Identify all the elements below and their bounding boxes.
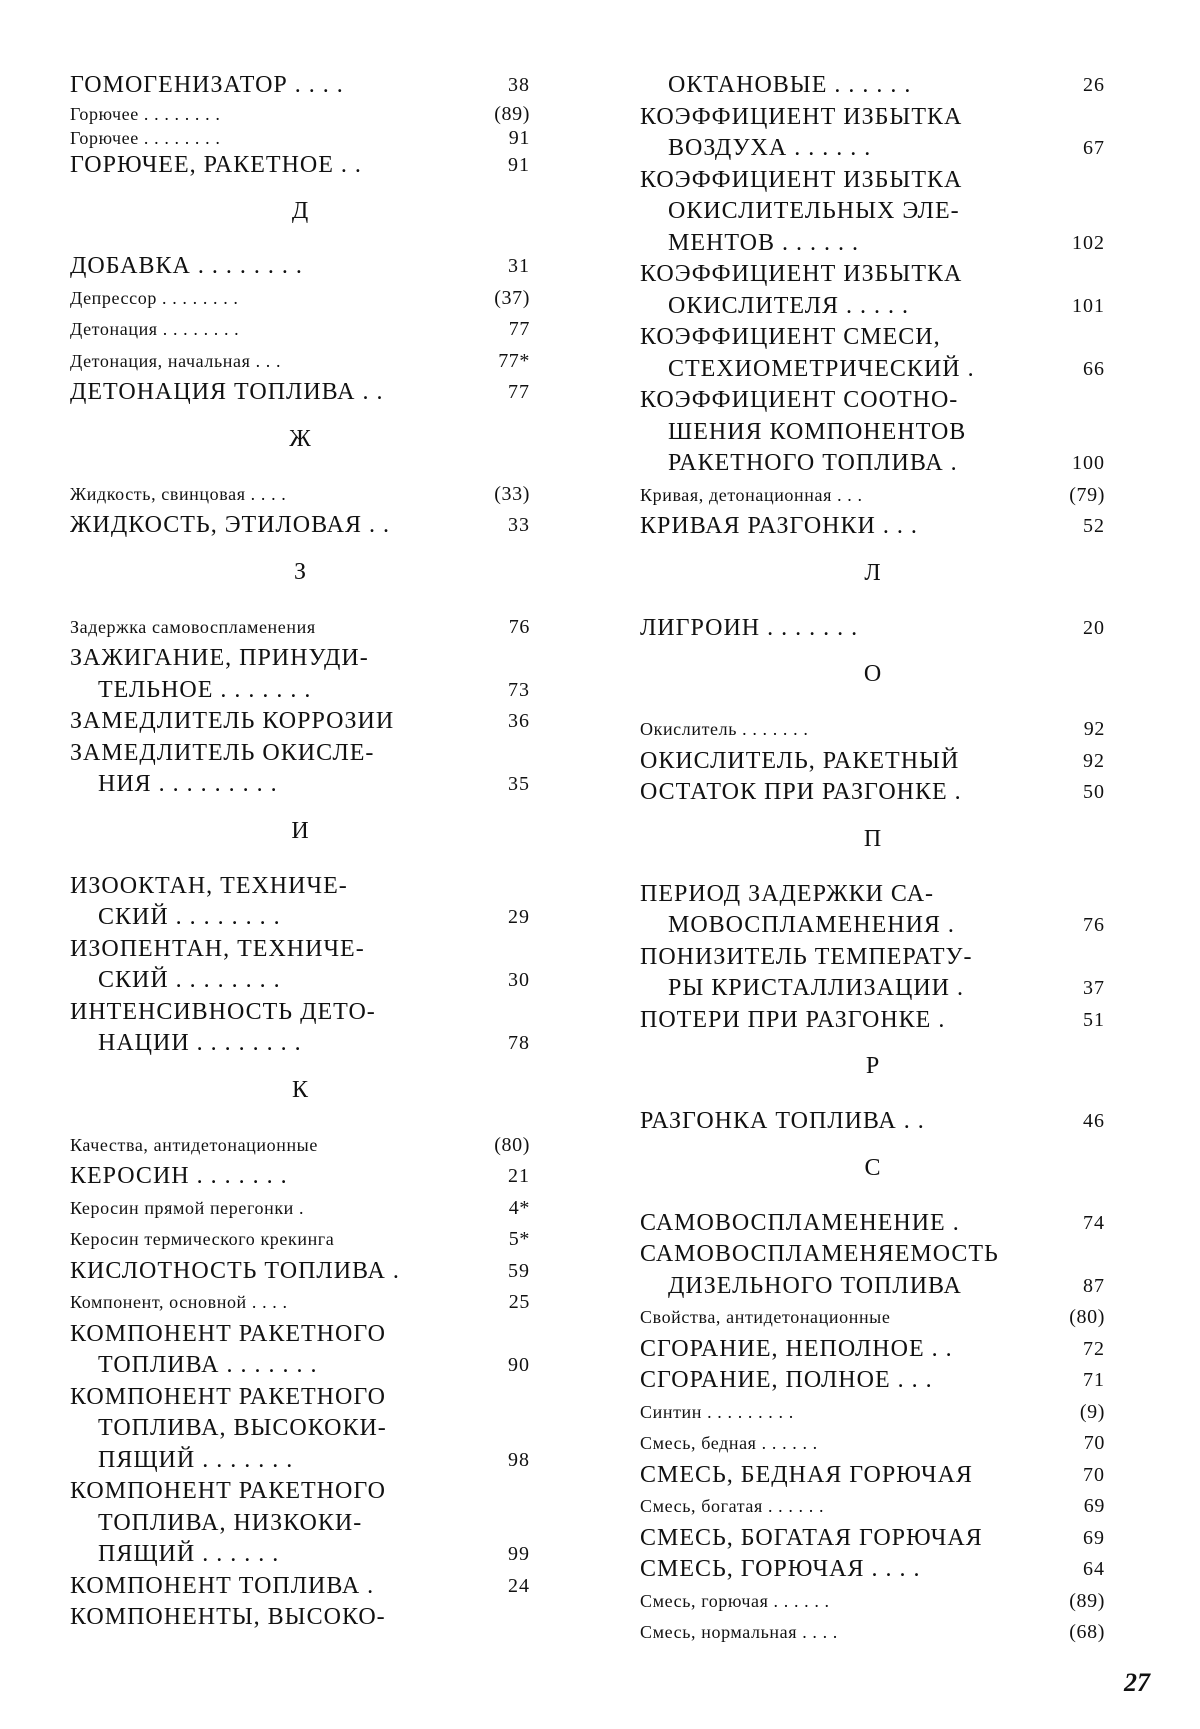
entry-page-ref: 70 bbox=[1083, 1463, 1105, 1486]
entry-page-ref: 4* bbox=[508, 1196, 530, 1219]
entry-term-line: Детонация, начальная . . . bbox=[70, 350, 282, 371]
entry-term-line: КОМПОНЕНТ РАКЕТНОГО bbox=[70, 1383, 386, 1410]
entry-term-line: Компонент, основной . . . . bbox=[70, 1292, 288, 1312]
section-letter: Л bbox=[864, 559, 881, 586]
index-entry bbox=[640, 1334, 1145, 1366]
entry-page-ref: 100 bbox=[1072, 452, 1105, 474]
index-entry bbox=[70, 1602, 570, 1634]
entry-term bbox=[70, 510, 460, 542]
entry-term-line: ОКИСЛИТЕЛЯ . . . . . bbox=[668, 292, 909, 319]
entry-term-line: МОВОСПЛАМЕНЕНИЯ . bbox=[668, 912, 955, 938]
index-entry bbox=[70, 1161, 570, 1193]
entry-page-ref: 29 bbox=[508, 906, 530, 928]
entry-term-line: НАЦИИ . . . . . . . . bbox=[98, 1030, 302, 1056]
entry-page-ref: 37 bbox=[1083, 977, 1105, 999]
entry-page-ref: 35 bbox=[508, 773, 530, 795]
entry-term bbox=[70, 1476, 460, 1571]
entry-term bbox=[640, 1554, 1020, 1586]
index-entry bbox=[640, 1106, 1145, 1138]
entry-term-line: ПЕРИОД ЗАДЕРЖКИ СА- bbox=[640, 880, 935, 907]
entry-page-ref: (79) bbox=[1069, 483, 1105, 506]
entry-term bbox=[640, 385, 1020, 480]
index-entry bbox=[70, 346, 570, 378]
index-entry bbox=[640, 613, 1145, 645]
entry-term-line: СКИЙ . . . . . . . . bbox=[98, 904, 281, 930]
entry-term bbox=[640, 511, 1020, 543]
entry-term-line: Свойства, антидетонационные bbox=[640, 1307, 891, 1327]
entry-term-line: ДИЗЕЛЬНОГО ТОПЛИВА bbox=[668, 1272, 962, 1299]
entry-term bbox=[70, 70, 460, 102]
index-entry bbox=[640, 165, 1145, 260]
index-entry bbox=[70, 871, 570, 934]
index-entry bbox=[70, 1256, 570, 1288]
entry-term bbox=[640, 746, 1020, 778]
index-entry bbox=[640, 942, 1145, 1005]
index-entry bbox=[640, 70, 1145, 102]
index-entry bbox=[640, 1617, 1145, 1649]
index-entry bbox=[640, 1208, 1145, 1240]
entry-term bbox=[70, 1193, 460, 1225]
entry-page-ref: 46 bbox=[1083, 1110, 1105, 1132]
section-letter: С bbox=[864, 1154, 881, 1181]
entry-term-line: КОМПОНЕНТЫ, ВЫСОКО- bbox=[70, 1604, 386, 1630]
entry-term-line: МЕНТОВ . . . . . . bbox=[668, 229, 860, 256]
entry-page-ref: (9) bbox=[1079, 1400, 1105, 1423]
index-column-right bbox=[640, 70, 1145, 1649]
index-entry bbox=[640, 1239, 1145, 1302]
entry-term bbox=[640, 777, 1020, 809]
entry-term bbox=[70, 102, 460, 126]
entry-page-ref: 69 bbox=[1083, 1526, 1105, 1549]
entry-term-line: КОМПОНЕНТ РАКЕТНОГО bbox=[70, 1478, 386, 1504]
entry-term-line: ОСТАТОК ПРИ РАЗГОНКЕ . bbox=[640, 779, 962, 805]
entry-term-line: ЗАМЕДЛИТЕЛЬ ОКИСЛЕ- bbox=[70, 739, 375, 766]
entry-term bbox=[70, 1256, 460, 1288]
index-entry bbox=[640, 1586, 1145, 1618]
entry-page-ref: 31 bbox=[508, 255, 530, 277]
entry-page-ref: 92 bbox=[1083, 718, 1105, 740]
index-entry bbox=[70, 612, 570, 644]
entry-term-line: КИСЛОТНОСТЬ ТОПЛИВА . bbox=[70, 1257, 400, 1284]
entry-term-line: ДЕТОНАЦИЯ ТОПЛИВА . . bbox=[70, 379, 384, 405]
entry-term-line: ШЕНИЯ КОМПОНЕНТОВ bbox=[668, 418, 967, 445]
section-letter: И bbox=[291, 817, 309, 844]
entry-term bbox=[70, 1130, 460, 1162]
entry-term-line: ИНТЕНСИВНОСТЬ ДЕТО- bbox=[70, 998, 376, 1025]
entry-term bbox=[70, 314, 460, 346]
entry-term-line: КЕРОСИН . . . . . . . bbox=[70, 1163, 288, 1189]
section-letter: З bbox=[293, 558, 307, 585]
entry-term-line: ИЗООКТАН, ТЕХНИЧЕ- bbox=[70, 872, 348, 899]
entry-term-line: ВОЗДУХА . . . . . . bbox=[668, 135, 872, 161]
entry-term-line: Смесь, нормальная . . . . bbox=[640, 1622, 838, 1642]
entry-term bbox=[70, 1571, 460, 1603]
index-entry bbox=[70, 997, 570, 1060]
index-entry bbox=[70, 1476, 570, 1571]
entry-term-line: СТЕХИОМЕТРИЧЕСКИЙ . bbox=[668, 355, 975, 382]
index-entry bbox=[70, 643, 570, 706]
entry-term-line: КОЭФФИЦИЕНТ ИЗБЫТКА bbox=[640, 103, 963, 130]
entry-term bbox=[70, 346, 460, 378]
entry-term bbox=[640, 879, 1020, 942]
entry-term-line: КОЭФФИЦИЕНТ ИЗБЫТКА bbox=[640, 261, 963, 287]
entry-term-line: ОКИСЛИТЕЛЬ, РАКЕТНЫЙ bbox=[640, 747, 960, 774]
entry-term-line: ПОНИЗИТЕЛЬ ТЕМПЕРАТУ- bbox=[640, 943, 973, 970]
entry-page-ref: 78 bbox=[508, 1032, 530, 1054]
index-entry bbox=[640, 1005, 1145, 1037]
entry-page-ref: (33) bbox=[494, 482, 530, 505]
entry-term bbox=[70, 643, 460, 706]
index-entry bbox=[70, 1571, 570, 1603]
entry-term-line: КОМПОНЕНТ РАКЕТНОГО bbox=[70, 1320, 386, 1347]
entry-page-ref: (68) bbox=[1069, 1621, 1105, 1643]
index-entry bbox=[70, 934, 570, 997]
index-entry bbox=[70, 738, 570, 801]
index-entry bbox=[70, 1193, 570, 1225]
entry-term-line: Окислитель . . . . . . . bbox=[640, 719, 809, 739]
entry-term bbox=[70, 126, 460, 150]
entry-term-line: ЗАЖИГАНИЕ, ПРИНУДИ- bbox=[70, 645, 369, 671]
entry-term-line: ЛИГРОИН . . . . . . . bbox=[640, 614, 859, 641]
index-entry bbox=[640, 1460, 1145, 1492]
entry-term-line: СГОРАНИЕ, ПОЛНОЕ . . . bbox=[640, 1367, 933, 1393]
entry-term-line: РЫ КРИСТАЛЛИЗАЦИИ . bbox=[668, 975, 965, 1001]
entry-term-line: СМЕСЬ, БОГАТАЯ ГОРЮЧАЯ bbox=[640, 1524, 983, 1551]
entry-page-ref: 77 bbox=[508, 381, 530, 403]
entry-term bbox=[70, 997, 460, 1060]
page-number: 27 bbox=[1124, 1668, 1150, 1697]
entry-term-line: Кривая, детонационная . . . bbox=[640, 484, 863, 505]
entry-page-ref: 26 bbox=[1083, 74, 1105, 96]
entry-term-line: КРИВАЯ РАЗГОНКИ . . . bbox=[640, 513, 918, 539]
entry-term-line: ТОПЛИВА, ВЫСОКОКИ- bbox=[98, 1415, 387, 1441]
entry-term-line: Горючее . . . . . . . . bbox=[70, 103, 221, 124]
entry-page-ref: 20 bbox=[1083, 616, 1105, 639]
entry-term-line: ТОПЛИВА, НИЗКОКИ- bbox=[98, 1509, 363, 1536]
entry-term bbox=[640, 1005, 1020, 1037]
entry-term bbox=[640, 1491, 1020, 1523]
entry-term-line: Керосин прямой перегонки . bbox=[70, 1197, 305, 1218]
entry-page-ref: 66 bbox=[1083, 357, 1105, 380]
entry-term bbox=[70, 283, 460, 315]
entry-page-ref: 52 bbox=[1083, 515, 1105, 537]
section-letter: П bbox=[863, 825, 882, 852]
entry-term bbox=[70, 706, 460, 738]
entry-term bbox=[640, 1428, 1020, 1460]
entry-page-ref: 72 bbox=[1083, 1337, 1105, 1360]
entry-page-ref: 101 bbox=[1072, 294, 1105, 317]
entry-term bbox=[70, 871, 460, 934]
entry-term bbox=[640, 1302, 1020, 1334]
entry-term bbox=[70, 1602, 460, 1634]
entry-term bbox=[640, 259, 1020, 322]
index-entry bbox=[640, 102, 1145, 165]
entry-term bbox=[640, 1239, 1020, 1302]
section-letter: Д bbox=[291, 198, 309, 224]
entry-term-line: ТОПЛИВА . . . . . . . bbox=[98, 1352, 318, 1378]
entry-term bbox=[640, 165, 1020, 260]
entry-term-line: Депрессор . . . . . . . . bbox=[70, 287, 239, 308]
entry-term-line: Качества, антидетонационные bbox=[70, 1134, 318, 1155]
entry-term-line: ОКИСЛИТЕЛЬНЫХ ЭЛЕ- bbox=[668, 198, 960, 224]
entry-term bbox=[640, 1106, 1020, 1138]
entry-term-line: СГОРАНИЕ, НЕПОЛНОЕ . . bbox=[640, 1335, 953, 1362]
index-entry bbox=[70, 1224, 570, 1256]
entry-page-ref: 30 bbox=[508, 969, 530, 991]
entry-term bbox=[640, 1334, 1020, 1366]
entry-term bbox=[640, 1523, 1020, 1555]
entry-term-line: САМОВОСПЛАМЕНЕНИЕ . bbox=[640, 1209, 960, 1236]
index-entry bbox=[640, 879, 1145, 942]
entry-page-ref: 70 bbox=[1083, 1432, 1105, 1454]
index-entry bbox=[640, 714, 1145, 746]
entry-term bbox=[640, 613, 1020, 645]
entry-page-ref: 76 bbox=[508, 615, 530, 638]
entry-term bbox=[640, 70, 1020, 102]
entry-page-ref: 92 bbox=[1083, 749, 1105, 772]
entry-term-line: Задержка самовоспламенения bbox=[70, 616, 316, 637]
index-entry bbox=[640, 1491, 1145, 1523]
entry-term-line: ИЗОПЕНТАН, ТЕХНИЧЕ- bbox=[70, 935, 365, 962]
entry-term-line: ГОМОГЕНИЗАТОР . . . . bbox=[70, 72, 344, 98]
index-entry bbox=[640, 480, 1145, 512]
entry-page-ref: 36 bbox=[508, 710, 530, 732]
entry-term-line: РАКЕТНОГО ТОПЛИВА . bbox=[668, 450, 958, 476]
entry-term bbox=[70, 934, 460, 997]
entry-term bbox=[640, 1460, 1020, 1492]
entry-page-ref: 64 bbox=[1083, 1558, 1105, 1580]
entry-term bbox=[640, 322, 1020, 385]
entry-term-line: ЗАМЕДЛИТЕЛЬ КОРРОЗИИ bbox=[70, 708, 395, 734]
index-entry bbox=[70, 1287, 570, 1319]
entry-term bbox=[640, 1208, 1020, 1240]
entry-page-ref: 5* bbox=[508, 1228, 530, 1250]
entry-page-ref: 87 bbox=[1083, 1274, 1105, 1297]
index-entry bbox=[640, 1397, 1145, 1429]
index-entry bbox=[640, 1302, 1145, 1334]
entry-page-ref: 59 bbox=[508, 1259, 530, 1282]
section-letter: Р bbox=[865, 1053, 880, 1079]
entry-term bbox=[70, 1224, 460, 1256]
entry-term bbox=[70, 1287, 460, 1319]
entry-page-ref: 24 bbox=[508, 1574, 530, 1597]
index-column-left bbox=[70, 70, 570, 1634]
entry-term-line: Смесь, богатая . . . . . . bbox=[640, 1496, 825, 1516]
entry-term-line: Жидкость, свинцовая . . . . bbox=[70, 483, 287, 504]
entry-page-ref: 51 bbox=[1083, 1008, 1105, 1031]
entry-term-line: КОЭФФИЦИЕНТ ИЗБЫТКА bbox=[640, 166, 963, 193]
index-entry bbox=[70, 1130, 570, 1162]
index-entry bbox=[640, 1428, 1145, 1460]
index-entry bbox=[70, 377, 570, 409]
entry-page-ref: 67 bbox=[1083, 137, 1105, 159]
entry-term bbox=[640, 942, 1020, 1005]
index-entry bbox=[70, 510, 570, 542]
section-letter: Ж bbox=[289, 425, 311, 452]
section-letter: К bbox=[291, 1076, 308, 1103]
index-entry bbox=[640, 1523, 1145, 1555]
entry-page-ref: 73 bbox=[508, 678, 530, 701]
index-entry bbox=[70, 479, 570, 511]
entry-page-ref: 102 bbox=[1072, 231, 1105, 254]
entry-page-ref: 77* bbox=[498, 349, 530, 372]
entry-term bbox=[70, 150, 460, 182]
entry-term-line: ОКТАНОВЫЕ . . . . . . bbox=[668, 72, 912, 98]
index-entry bbox=[70, 314, 570, 346]
index-entry bbox=[640, 511, 1145, 543]
index-entry bbox=[640, 1365, 1145, 1397]
entry-term-line: ТЕЛЬНОЕ . . . . . . . bbox=[98, 676, 312, 703]
entry-term bbox=[70, 377, 460, 409]
entry-term bbox=[640, 1617, 1020, 1649]
index-entry bbox=[640, 259, 1145, 322]
entry-page-ref: 33 bbox=[508, 514, 530, 536]
entry-term-line: ПЯЩИЙ . . . . . . . bbox=[98, 1446, 294, 1473]
entry-term bbox=[640, 1365, 1020, 1397]
entry-page-ref: 25 bbox=[508, 1291, 530, 1313]
entry-term-line: СМЕСЬ, БЕДНАЯ ГОРЮЧАЯ bbox=[640, 1461, 973, 1488]
entry-term-line: ПЯЩИЙ . . . . . . bbox=[98, 1541, 280, 1567]
entry-term bbox=[640, 714, 1020, 746]
entry-term bbox=[70, 1161, 460, 1193]
entry-term-line: Смесь, бедная . . . . . . bbox=[640, 1433, 818, 1453]
entry-term-line: Синтин . . . . . . . . . bbox=[640, 1401, 794, 1422]
index-entry bbox=[70, 150, 570, 182]
entry-term-line: НИЯ . . . . . . . . . bbox=[98, 771, 278, 797]
index-entry bbox=[640, 1554, 1145, 1586]
entry-page-ref: 98 bbox=[508, 1448, 530, 1471]
entry-term bbox=[70, 612, 460, 644]
entry-page-ref: 91 bbox=[508, 126, 530, 149]
entry-term bbox=[640, 1397, 1020, 1429]
index-entry bbox=[70, 70, 570, 102]
entry-term-line: ЖИДКОСТЬ, ЭТИЛОВАЯ . . bbox=[70, 512, 390, 538]
entry-page-ref: 50 bbox=[1083, 781, 1105, 803]
entry-page-ref: 77 bbox=[508, 318, 530, 340]
entry-page-ref: 21 bbox=[508, 1165, 530, 1187]
entry-term-line: КОЭФФИЦИЕНТ СМЕСИ, bbox=[640, 324, 941, 350]
entry-page-ref: 38 bbox=[508, 74, 530, 96]
entry-term-line: ДОБАВКА . . . . . . . . bbox=[70, 253, 303, 279]
entry-page-ref: 74 bbox=[1083, 1211, 1105, 1234]
entry-term bbox=[640, 1586, 1020, 1618]
entry-page-ref: (80) bbox=[494, 1133, 530, 1156]
index-entry bbox=[70, 706, 570, 738]
entry-page-ref: 90 bbox=[508, 1354, 530, 1376]
entry-term-line: КОЭФФИЦИЕНТ СООТНО- bbox=[640, 387, 959, 413]
index-entry bbox=[640, 777, 1145, 809]
section-letter: О bbox=[863, 661, 882, 687]
entry-term bbox=[70, 738, 460, 801]
entry-term-line: Смесь, горючая . . . . . . bbox=[640, 1590, 830, 1611]
entry-term-line: СМЕСЬ, ГОРЮЧАЯ . . . . bbox=[640, 1556, 921, 1582]
index-entry bbox=[70, 102, 570, 126]
entry-term-line: Горючее . . . . . . . . bbox=[70, 127, 221, 148]
entry-term-line: СКИЙ . . . . . . . . bbox=[98, 967, 281, 993]
entry-term bbox=[640, 102, 1020, 165]
index-entry bbox=[70, 251, 570, 283]
entry-page-ref: (80) bbox=[1069, 1306, 1105, 1328]
entry-page-ref: 99 bbox=[508, 1543, 530, 1565]
entry-page-ref: 76 bbox=[1083, 914, 1105, 936]
entry-term-line: Керосин термического крекинга bbox=[70, 1229, 335, 1249]
entry-term-line: ГОРЮЧЕЕ, РАКЕТНОЕ . . bbox=[70, 151, 362, 178]
index-entry bbox=[640, 385, 1145, 480]
entry-page-ref: (89) bbox=[494, 102, 530, 125]
entry-term bbox=[70, 1382, 460, 1477]
entry-term bbox=[70, 479, 460, 511]
entry-term-line: САМОВОСПЛАМЕНЯЕМОСТЬ bbox=[640, 1241, 999, 1267]
entry-page-ref: 69 bbox=[1083, 1495, 1105, 1517]
entry-page-ref: (37) bbox=[494, 286, 530, 309]
entry-term bbox=[70, 251, 460, 283]
index-entry bbox=[640, 746, 1145, 778]
entry-term-line: ПОТЕРИ ПРИ РАЗГОНКЕ . bbox=[640, 1006, 946, 1033]
entry-page-ref: 71 bbox=[1083, 1369, 1105, 1391]
entry-page-ref: (89) bbox=[1069, 1589, 1105, 1612]
entry-term bbox=[640, 480, 1020, 512]
index-entry bbox=[70, 1382, 570, 1477]
index-entry bbox=[70, 1319, 570, 1382]
index-entry bbox=[70, 126, 570, 150]
entry-term bbox=[70, 1319, 460, 1382]
entry-page-ref: 91 bbox=[508, 153, 530, 176]
index-entry bbox=[70, 283, 570, 315]
entry-term-line: Детонация . . . . . . . . bbox=[70, 319, 240, 339]
entry-term-line: КОМПОНЕНТ ТОПЛИВА . bbox=[70, 1572, 375, 1599]
entry-term-line: РАЗГОНКА ТОПЛИВА . . bbox=[640, 1108, 925, 1134]
index-entry bbox=[640, 322, 1145, 385]
